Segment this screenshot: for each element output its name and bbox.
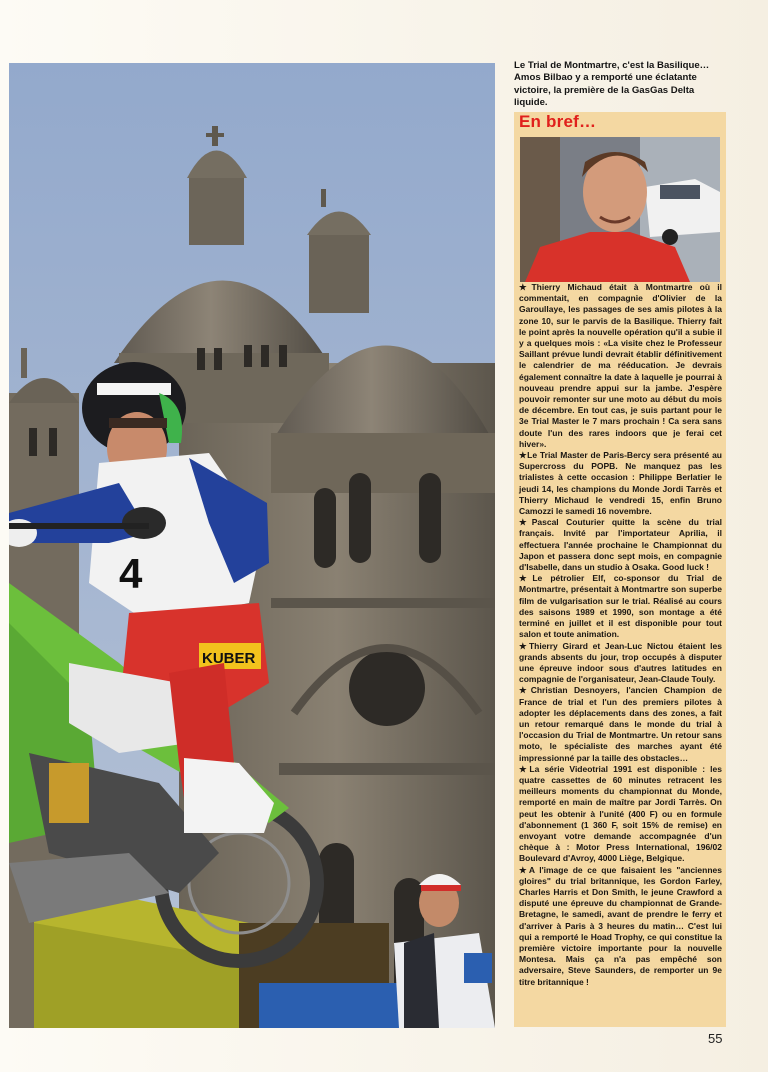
main-photo — [9, 63, 495, 1028]
brief-item: ★Pascal Couturier quitte la scène du trial français. Invité par l'importateur Aprilia, il effectuera l'année prochaine le Championnat du Japon et passera donc sept mois, en compagnie d'Isabelle, dans un studio à Osaka. Good luck ! — [519, 517, 722, 573]
en-bref-text — [519, 282, 722, 988]
brief-item: ★Christian Desnoyers, l'ancien Champion de France de trial et l'un des premiers pilotes à adopter les déplacements dans des zones, a fait un retour remarqué dans le monde du trial à l'occasion du Trial de Montmartre. Un retour sans moto, le spécialiste des marches ayant été impressionné par la taille des obstacles… — [519, 685, 722, 763]
photo-caption: Le Trial de Montmartre, c'est la Basilique… Amos Bilbao y a remporté une éclatante victoire, la première de la GasGas Delta liquide. — [514, 60, 710, 109]
sidebar-title: En bref… — [519, 112, 597, 131]
brief-item: ★Le Trial Master de Paris-Bercy sera présenté au Supercross du POPB. Ne manquez pas les trialistes à cette occasion : Philippe Berlatier le jeudi 14, les champions du Monde Jordi Tarrès et Thierry Michaud le vendredi 15, enfin Bruno Camozzi le samedi 16 novembre. — [519, 450, 722, 517]
en-bref-sidebar — [514, 112, 726, 1027]
brief-item: ★A l'image de ce que faisaient les "anciennes gloires" du trial britannique, les Gordon Farley, Charles Harris et Don Smith, le jeune Crawford a disputé une épreuve du championnat de Grande-Bretagne, le samedi, avant de prendre le ferry et d'arriver à Paris à 3 heures du matin… C'est lui qui a remporté le Hoad Trophy, ce qui constitue la première victoire importante pour la nouvelle Montesa. Mais ça n'a pas empêché son adversaire, Steve Saunders, de remporter un 9e titre britannique ! — [519, 864, 722, 987]
page-number: 55 — [708, 1031, 723, 1046]
svg-text:4: 4 — [119, 550, 143, 597]
brief-item: ★Thierry Girard et Jean-Luc Nictou étaient les grands absents du jour, trop occupés à disputer une épreuve indoor sous d'autres latitudes en compagnie de l'organisateur, Jean-Claude Touly. — [519, 640, 722, 685]
svg-text:KUBER: KUBER — [202, 650, 256, 667]
brief-item: ★Thierry Michaud était à Montmartre où il commentait, en compagnie d'Olivier de la Garoullaye, les passages de ses amis pilotes à la zone 10, sur le parvis de la Basilique. Thierry fait le point après la nouvelle opération qu'il a subie il y a quelques mois : «La visite chez le Professeur Saillant prévue lundi devrait établir définitivement le calendrier de ma rééducation. Je devrais également connaître la date à laquelle je pourrai à nouveau prendre appui sur la jambe. J'espère pouvoir remonter sur une moto au début du mois de décembre. En tout cas, je suis partant pour le 3e Trial Master le 7 mars prochain ! Ca sera sans doute l'un des rares indoors que je ferai cet hiver». — [519, 282, 722, 449]
brief-item: ★La série Videotrial 1991 est disponible : les quatre cassettes de 60 minutes retracent les meilleurs moments du championnat du Monde, remporté en main de maître par Jordi Tarrès. On peut les obtenir à l'unité (400 F) ou en formule d'abonnement (1 360 F, soit 15% de remise) en envoyant votre demande accompagnée d'un chèque à : Motor Press International, 196/02 Boulevard d'Avroy, 4000 Liège, Belgique. — [519, 763, 722, 864]
brief-item: ★Le pétrolier Elf, co-sponsor du Trial de Montmartre, présentait à Montmartre son superbe film de vulgarisation sur le trial. Réalisé au cours des saisons 1989 et 1990, son montage a été terminé en juillet et il est disponible pour tout salon et toute animation. — [519, 573, 722, 640]
portrait-photo — [520, 137, 720, 282]
